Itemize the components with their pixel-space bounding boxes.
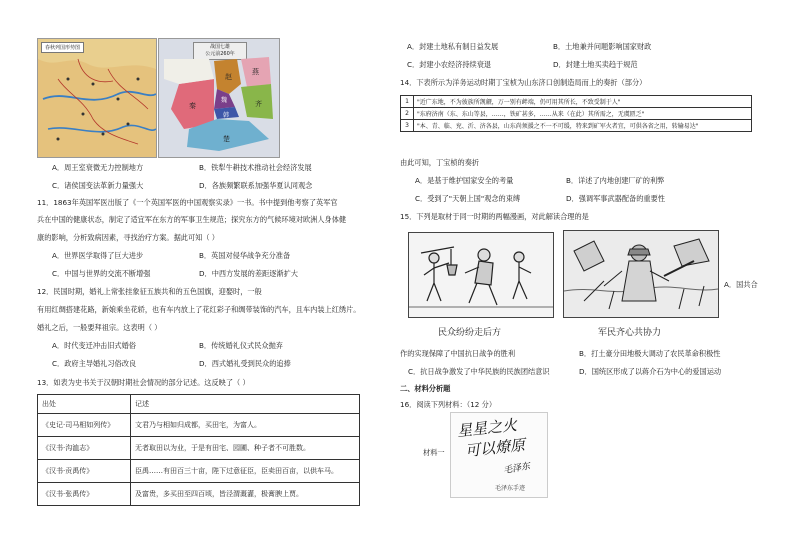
row-text: "本、青、临、兖、沂、济各县，山东尚须援之不一不可缓，特来到矿军火者宜，可供各省之用，转输易达" (414, 120, 752, 132)
row-source: 《汉书·沟洫志》 (38, 437, 131, 460)
row-text: "东府济南（东、东山等县，……，铁矿甚多，……从来（在此）其所需之，无虞匮乏" (414, 108, 752, 120)
state-label-qi: 齐 (255, 100, 262, 108)
table-row (401, 96, 752, 108)
calligraphy-signature: 毛泽东 (502, 461, 531, 477)
warring-states-map-graphic (159, 39, 279, 157)
q13-option-b[interactable]: B．土地兼并问题影响国家财政 (553, 42, 652, 51)
state-label-chu: 楚 (223, 135, 230, 143)
row-text: "近广东地，不为彼族所觊觎，万一别有衅端，仍可用其所长，不致受制于人" (414, 96, 752, 108)
table-row (38, 483, 360, 506)
calligraphy-caption: 毛泽东手迹 (495, 485, 526, 492)
q13-source-table (37, 394, 360, 506)
cartoon-right-drawing (564, 231, 718, 317)
table-row (38, 437, 360, 460)
q13-option-a[interactable]: A．封建土地私有制日益发展 (407, 42, 499, 51)
q15-option-b[interactable]: B．打土豪分田地极大调动了农民革命积极性 (579, 349, 721, 358)
q12-line1-text: 12．民国时期，婚礼上常张挂象征五族共和的五色国旗，迎娶时，一般 (37, 287, 262, 296)
q13-option-c[interactable]: C．封建小农经济持续衰退 (407, 60, 492, 69)
state-label-zhao: 赵 (225, 73, 232, 81)
q11-option-a[interactable]: A．世界医学取得了巨大进步 (52, 251, 144, 260)
row-number: 1 (401, 96, 414, 108)
q14-option-c[interactable]: C．受到了"天朝上国"观念的束缚 (415, 194, 521, 203)
q14-option-b[interactable]: B．详述了内地创建厂矿的利弊 (566, 176, 665, 185)
state-label-han: 韩 (223, 112, 230, 119)
cartoon-left-caption: 民众纷纷走后方 (438, 328, 502, 338)
q11-stem-line3: 康的影响，分析致病因素，寻找治疗方案。据此可知（ ） (37, 233, 219, 242)
header-record: 记述 (131, 395, 360, 414)
q13-option-d[interactable]: D．封建土地买卖趋于规范 (553, 60, 638, 69)
warring-states-map (158, 38, 280, 158)
calligraphy-line1: 星星之火 (456, 415, 518, 441)
q14-followup: 由此可知，丁宝桢的奏折 (400, 158, 480, 167)
q10-option-c[interactable]: C．诸侯国变法革新力量强大 (52, 181, 144, 190)
table-row (401, 120, 752, 132)
state-label-wei: 魏 (221, 97, 228, 104)
q10-option-b[interactable]: B．铁犁牛耕技术推动社会经济发展 (199, 163, 312, 172)
q11-option-b[interactable]: B．英国对侵华战争充分准备 (199, 251, 291, 260)
q12-option-a[interactable]: A．时代变迁冲击旧式婚俗 (52, 341, 136, 350)
q11-option-c[interactable]: C．中国与世界的交流不断增强 (52, 269, 151, 278)
row-source: 《汉书·张禹传》 (38, 483, 131, 506)
table-row (401, 108, 752, 120)
row-record: 无者取田以为业，于是有田宅、园圃、种子者不可胜数。 (131, 437, 360, 460)
row-record: 臣禹……有田百三十亩，陛下过意征臣，臣卖田百亩，以供车马。 (131, 460, 360, 483)
calligraphy-image (450, 412, 548, 498)
section-heading: 二、材料分析题 (400, 384, 451, 393)
cartoon-left-illustration (408, 232, 554, 318)
state-label-yan: 燕 (252, 68, 259, 76)
q12-stem-line3: 婚礼之后，一般要拜祖宗。这表明（ ） (37, 323, 162, 332)
q14-option-a[interactable]: A．是基于维护国家安全的考量 (415, 176, 514, 185)
table-header-row (38, 395, 360, 414)
row-source: 《史记·司马相如列传》 (38, 414, 131, 437)
q13-stem: 13．如表为史书关于汉朝时期社会情况的部分记述。这反映了（ ） (37, 378, 250, 387)
cartoon-right-illustration (563, 230, 719, 318)
spring-autumn-map-title: 春秋列国形势图 (45, 45, 81, 51)
material-label: 材料一 (423, 448, 445, 457)
q15-stem: 15．下列是取材于同一时期的两幅漫画，对此解读合理的是 (400, 212, 589, 221)
q12-option-c[interactable]: C．政府主导婚礼习俗改良 (52, 359, 137, 368)
q11-option-d[interactable]: D．中西方发展的差距逐渐扩大 (199, 269, 298, 278)
spring-autumn-map-graphic (38, 39, 156, 157)
q15-option-d[interactable]: D．国统区形成了以蒋介石为中心的爱国运动 (579, 367, 722, 376)
row-record: 文君乃与相如归成都，买田宅，为富人。 (131, 414, 360, 437)
q11-stem-line1: 11．1863年英国军医出版了《一个英国军医的中国观察实录》一书。书中提到他考察了英军官 (37, 198, 338, 207)
row-source: 《汉书·贡禹传》 (38, 460, 131, 483)
spring-autumn-map (37, 38, 157, 158)
calligraphy-line2: 可以燎原 (464, 435, 526, 461)
cartoon-left-drawing (409, 233, 553, 317)
q12-option-d[interactable]: D．西式婚礼受到民众的追捧 (199, 359, 291, 368)
q10-option-d[interactable]: D．各族频繁联系加强华夏认同观念 (199, 181, 313, 190)
cartoon-right-caption: 军民齐心共协力 (598, 328, 662, 338)
table-row (38, 414, 360, 437)
q11-stem-line2: 兵在中国的健康状态，制定了适宜军在东方的军事卫生规范；探究东方的气候环境对欧洲人身体健 (37, 215, 347, 224)
header-source: 出处 (38, 395, 131, 414)
q15-option-c[interactable]: C．抗日战争激发了中华民族的民族团结意识 (408, 367, 550, 376)
state-label-qin: 秦 (189, 102, 196, 110)
q14-option-d[interactable]: D．强调军事武器配备的重要性 (566, 194, 665, 203)
row-number: 2 (401, 108, 414, 120)
row-number: 3 (401, 120, 414, 132)
warring-states-map-title: 战国七雄 (209, 44, 230, 50)
q15-option-a[interactable]: A．国共合 (724, 280, 758, 289)
q15-option-a-continued: 作的实现保障了中国抗日战争的胜利 (400, 349, 516, 358)
q12-stem-line1 (37, 287, 262, 297)
q10-option-a[interactable]: A．周王室衰微无力控制地方 (52, 163, 144, 172)
q16-stem: 16．阅读下列材料：（12 分） (400, 400, 497, 409)
q12-stem-line2: 有用红绸搭建花路，新娘乘坐花轿，也有车内放上了花红彩子和绸带装饰的汽车，且车内装上红绣片。 (37, 305, 361, 314)
q14-memorial-table (400, 95, 752, 132)
table-row (38, 460, 360, 483)
q14-stem: 14．下表所示为洋务运动时期丁宝桢为山东济口创制造局而上的奏折（部分） (400, 78, 647, 87)
row-record: 及富贵，多买田至四百顷，皆泾渭溉灌，极膏腴上贾。 (131, 483, 360, 506)
q12-option-b[interactable]: B．传统婚礼仪式民众抛弃 (199, 341, 283, 350)
warring-states-map-year: 公元前260年 (205, 51, 235, 57)
